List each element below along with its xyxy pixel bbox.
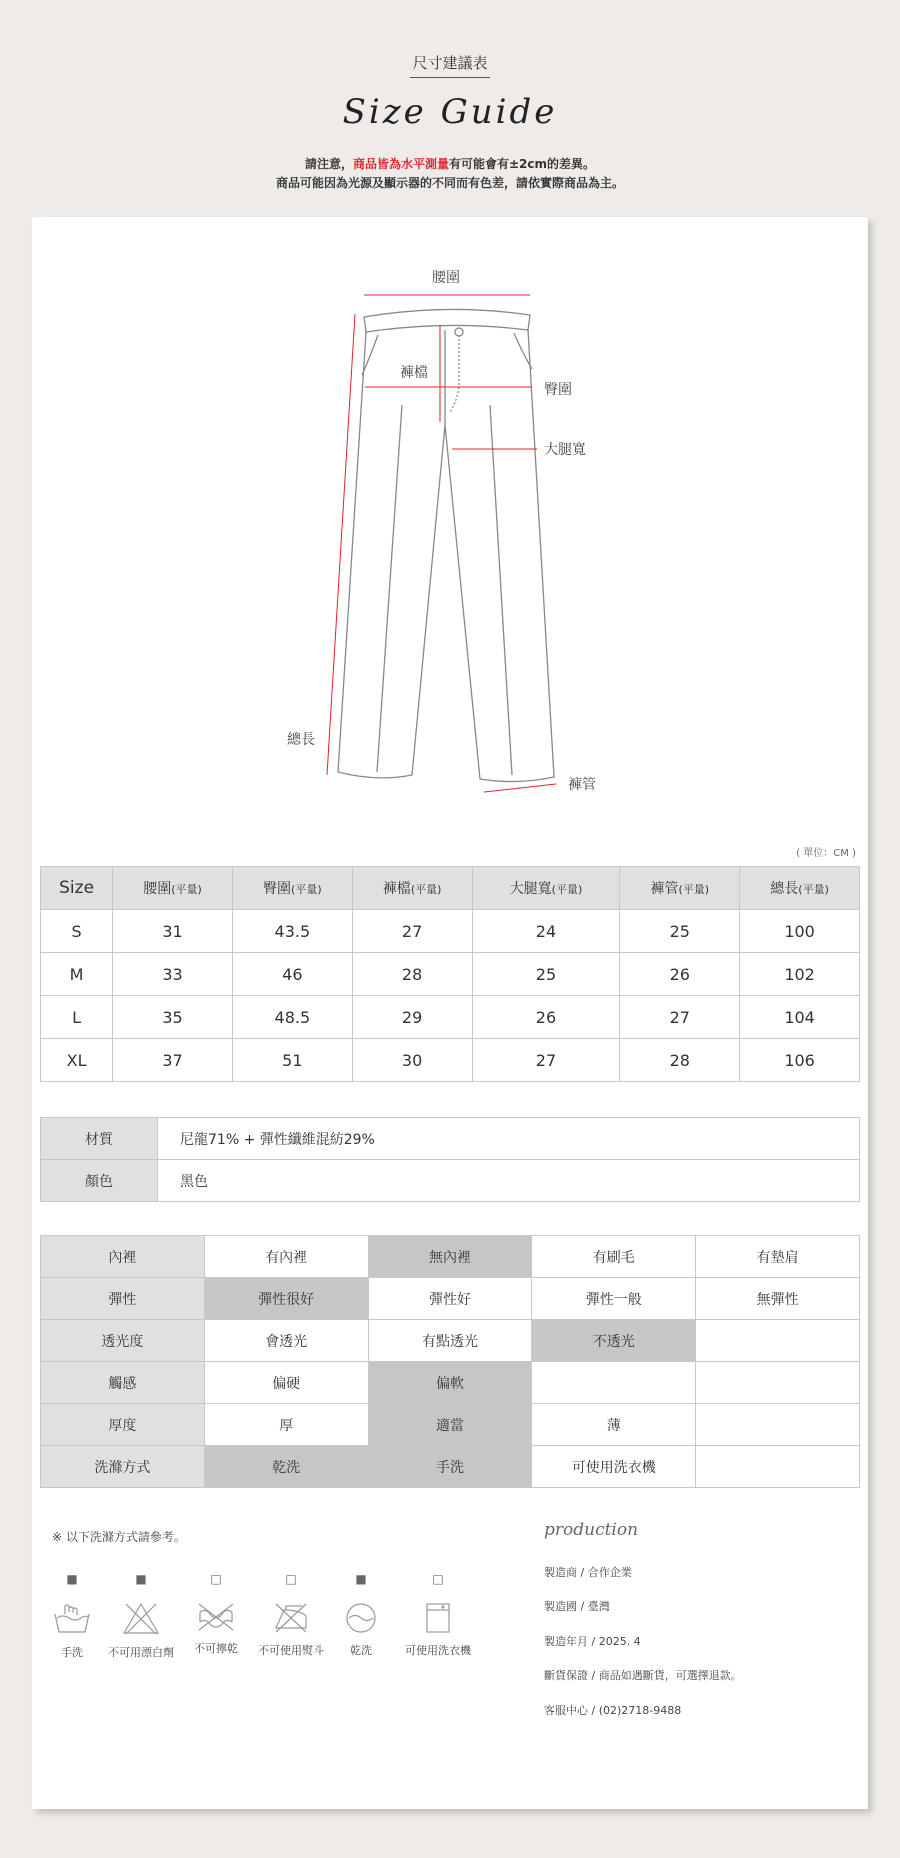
fly-stitch [449,335,459,413]
feature-key: 觸感 [41,1362,205,1404]
feature-option: 偏軟 [368,1362,532,1404]
table-row [41,953,860,996]
care-item-no-iron [251,1572,331,1658]
left-crease [377,405,402,772]
header-size [41,867,113,910]
care-checkbox: □ [432,1572,444,1586]
header-rise-label: 褲檔 [382,881,411,897]
washing-machine-icon [423,1602,453,1634]
pants-illustration [32,217,868,817]
color-key: 顏色 [41,1160,158,1202]
feature-row-elasticity [41,1278,860,1320]
production-service: 客服中心 / (02)2718-9488 [544,1704,682,1717]
hip-cell: 43.5 [232,910,352,953]
feature-option: 無內裡 [368,1236,532,1278]
rise-cell: 28 [352,953,472,996]
table-row [41,996,860,1039]
measurement-lines [327,295,556,792]
page-title: Size Guide [342,92,558,132]
header-hem-sub: (平量) [678,883,710,896]
care-item-washing-machine [390,1572,486,1658]
header-thigh [472,867,620,910]
header-thigh-label: 大腿寬 [509,881,552,897]
feature-row-lining [41,1236,860,1278]
hem-measure-line [484,784,556,792]
feature-table [40,1235,860,1488]
feature-key: 透光度 [41,1320,205,1362]
no-bleach-icon [122,1602,160,1636]
length-label: 總長 [287,732,315,748]
header-size-label: Size [59,878,95,898]
material-row [41,1118,860,1160]
feature-option: 偏硬 [204,1362,368,1404]
unit-label: ( 單位：CM ) [796,848,856,859]
feature-row-washing [41,1446,860,1488]
notice-prefix: 請注意， [304,157,353,171]
care-checkbox: ■ [135,1572,147,1586]
header-thigh-sub: (平量) [551,883,583,896]
size-cell: L [41,996,113,1039]
measurement-notice [0,155,900,193]
length-cell: 102 [740,953,860,996]
waist-cell: 35 [113,996,233,1039]
right-crease [490,405,512,775]
hem-cell: 28 [620,1039,740,1082]
header-hem-label: 褲管 [650,881,679,897]
notice-line-1 [0,155,900,174]
notice-highlight: 商品皆為水平測量 [352,157,449,171]
thigh-cell: 26 [472,996,620,1039]
material-table [40,1117,860,1202]
thigh-label: 大腿寬 [544,442,586,458]
pants-outline [338,330,554,782]
size-cell: S [41,910,113,953]
waist-cell: 33 [113,953,233,996]
rise-label: 褲檔 [400,365,428,381]
care-label: 手洗 [61,1646,83,1659]
thigh-cell: 25 [472,953,620,996]
care-checkbox: ■ [355,1572,367,1586]
care-label: 不可擰乾 [194,1642,238,1655]
care-label: 不可用漂白劑 [108,1646,174,1659]
feature-option: 不透光 [532,1320,696,1362]
care-label: 可使用洗衣機 [405,1644,471,1657]
production-country: 製造國 / 臺灣 [544,1600,610,1613]
table-row [41,1039,860,1082]
header-waist-label: 腰圍 [143,881,172,897]
table-row [41,910,860,953]
size-table-header-row [41,867,860,910]
header-waist [113,867,233,910]
dry-clean-icon [344,1602,378,1634]
feature-key: 洗滌方式 [41,1446,205,1488]
header-rise-sub: (平量) [410,883,442,896]
feature-option: 適當 [368,1404,532,1446]
waist-cell: 31 [113,910,233,953]
feature-option [696,1320,860,1362]
feature-option: 薄 [532,1404,696,1446]
waist-label: 腰圍 [432,270,460,286]
production-title: production [544,1520,639,1540]
care-item-no-wring [176,1572,256,1656]
feature-key: 內裡 [41,1236,205,1278]
feature-option: 有內裡 [204,1236,368,1278]
feature-option: 可使用洗衣機 [532,1446,696,1488]
pants-diagram [32,217,868,817]
care-checkbox: □ [285,1572,297,1586]
length-cell: 100 [740,910,860,953]
waist-cell: 37 [113,1039,233,1082]
feature-option: 會透光 [204,1320,368,1362]
header-waist-sub: (平量) [171,883,202,896]
feature-option: 無彈性 [696,1278,860,1320]
waist-button [455,328,463,336]
hip-label: 臀圍 [544,382,572,398]
header-length-label: 總長 [770,881,799,897]
header-hip-sub: (平量) [291,883,322,896]
hand-wash-icon [53,1602,91,1636]
rise-cell: 29 [352,996,472,1039]
care-label: 不可使用熨斗 [258,1644,324,1657]
material-value: 尼龍71% + 彈性纖維混紡29% [158,1118,860,1160]
feature-option [696,1362,860,1404]
feature-option [532,1362,696,1404]
size-table [40,866,860,1082]
size-cell: XL [41,1039,113,1082]
hip-cell: 51 [232,1039,352,1082]
size-cell: M [41,953,113,996]
subtitle-cn-text: 尺寸建議表 [410,52,489,78]
header-length [740,867,860,910]
length-measure-line [327,314,355,775]
thigh-cell: 27 [472,1039,620,1082]
feature-option: 彈性一般 [532,1278,696,1320]
feature-option: 有點透光 [368,1320,532,1362]
feature-option: 手洗 [368,1446,532,1488]
production-manufacturer: 製造商 / 合作企業 [544,1566,632,1579]
care-item-dry-clean [321,1572,401,1658]
feature-option: 彈性好 [368,1278,532,1320]
material-key: 材質 [41,1118,158,1160]
care-label: 乾洗 [350,1644,372,1657]
notice-line-2: 商品可能因為光源及顯示器的不同而有色差，請依實際商品為主。 [275,176,624,190]
feature-key: 厚度 [41,1404,205,1446]
hem-cell: 25 [620,910,740,953]
feature-row-opacity [41,1320,860,1362]
production-guarantee: 斷貨保證 / 商品如遇斷貨，可選擇退款。 [544,1669,742,1682]
feature-option: 厚 [204,1404,368,1446]
hip-cell: 46 [232,953,352,996]
feature-option [696,1446,860,1488]
no-wring-icon [196,1602,236,1632]
header-rise [352,867,472,910]
care-note: ※ 以下洗滌方式請參考。 [52,1530,186,1544]
feature-row-thickness [41,1404,860,1446]
hip-cell: 48.5 [232,996,352,1039]
care-checkbox: ■ [66,1572,78,1586]
hem-label: 褲管 [568,777,596,793]
feature-key: 彈性 [41,1278,205,1320]
feature-option: 乾洗 [204,1446,368,1488]
care-checkbox: □ [210,1572,222,1586]
hem-cell: 26 [620,953,740,996]
feature-option [696,1404,860,1446]
rise-cell: 30 [352,1039,472,1082]
care-item-no-bleach [101,1572,181,1660]
header-hem [620,867,740,910]
no-iron-icon [272,1602,310,1634]
header-length-sub: (平量) [798,883,829,896]
color-value: 黑色 [158,1160,860,1202]
feature-row-texture [41,1362,860,1404]
feature-option: 有刷毛 [532,1236,696,1278]
length-cell: 106 [740,1039,860,1082]
color-row [41,1160,860,1202]
feature-option: 有墊肩 [696,1236,860,1278]
length-cell: 104 [740,996,860,1039]
notice-suffix: 有可能會有±2cm的差異。 [449,157,596,171]
header-hip-label: 臀圍 [263,881,292,897]
subtitle-cn [0,52,900,78]
feature-option: 彈性很好 [204,1278,368,1320]
production-date: 製造年月 / 2025. 4 [544,1635,641,1648]
hem-cell: 27 [620,996,740,1039]
care-item-hand-wash [32,1572,112,1660]
waistband-shape [364,309,530,332]
rise-cell: 27 [352,910,472,953]
size-guide-card [32,217,868,1809]
thigh-cell: 24 [472,910,620,953]
header-hip [232,867,352,910]
